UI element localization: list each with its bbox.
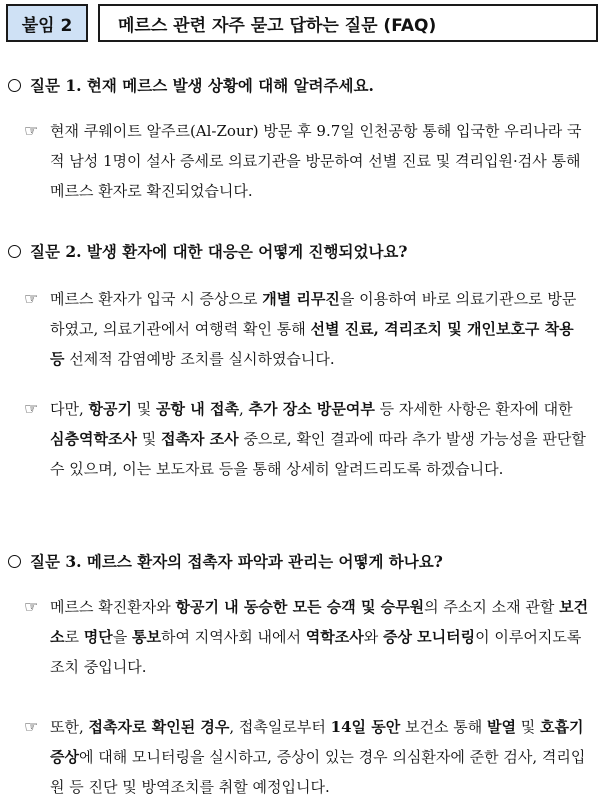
pointing-hand-icon: ☞ <box>24 717 39 736</box>
answer-3-1: ☞ 메르스 확진환자와 항공기 내 동승한 모든 승객 및 승무원의 주소지 소재 관할 보건소로 명단을 통보하여 지역사회 내에서 역학조사와 증상 모니터링이 이루어지도록 조치 중입니다. <box>22 592 590 682</box>
circle-bullet-icon <box>8 245 21 258</box>
question-2-text: 질문 2. 발생 환자에 대한 대응은 어떻게 진행되었나요? <box>30 242 408 261</box>
pointing-hand-icon: ☞ <box>24 597 39 616</box>
answer-2-2: ☞ 다만, 항공기 및 공항 내 접촉, 추가 장소 방문여부 등 자세한 사항은 환자에 대한 심층역학조사 및 접촉자 조사 중으로, 확인 결과에 따라 추가 발생 가능성을 판단할 수 있으며, 이는 보도자료 등을 통해 상세히 알려드리도록 하겠습니다. <box>22 394 590 484</box>
question-2 <box>8 240 407 262</box>
circle-bullet-icon <box>8 555 21 568</box>
answer-1-1: ☞ 현재 쿠웨이트 알주르(Al-Zour) 방문 후 9.7일 인천공항 통해 입국한 우리나라 국적 남성 1명이 설사 증세로 의료기관을 방문하여 선별 진료 및 격리입원·검사 통해 메르스 환자로 확진되었습니다. <box>22 116 590 206</box>
question-3 <box>8 550 443 572</box>
question-1 <box>8 74 374 96</box>
pointing-hand-icon: ☞ <box>24 121 39 140</box>
appendix-tag: 붙임 2 <box>6 4 88 42</box>
page-title: 메르스 관련 자주 묻고 답하는 질문 (FAQ) <box>98 4 598 42</box>
answer-2-1: ☞ 메르스 환자가 입국 시 증상으로 개별 리무진을 이용하여 바로 의료기관으로 방문하였고, 의료기관에서 여행력 확인 통해 선별 진료, 격리조치 및 개인보호구 착용 등 선제적 감염예방 조치를 실시하였습니다. <box>22 284 590 374</box>
circle-bullet-icon <box>8 79 21 92</box>
header <box>6 4 598 44</box>
pointing-hand-icon: ☞ <box>24 289 39 308</box>
pointing-hand-icon: ☞ <box>24 399 39 418</box>
question-3-text: 질문 3. 메르스 환자의 접촉자 파악과 관리는 어떻게 하나요? <box>30 552 443 571</box>
question-1-text: 질문 1. 현재 메르스 발생 상황에 대해 알려주세요. <box>30 76 374 95</box>
answer-3-2: ☞ 또한, 접촉자로 확인된 경우, 접촉일로부터 14일 동안 보건소 통해 발열 및 호흡기 증상에 대해 모니터링을 실시하고, 증상이 있는 경우 의심환자에 준한 검사, 격리입원 등 진단 및 방역조치를 취할 예정입니다. <box>22 712 590 802</box>
